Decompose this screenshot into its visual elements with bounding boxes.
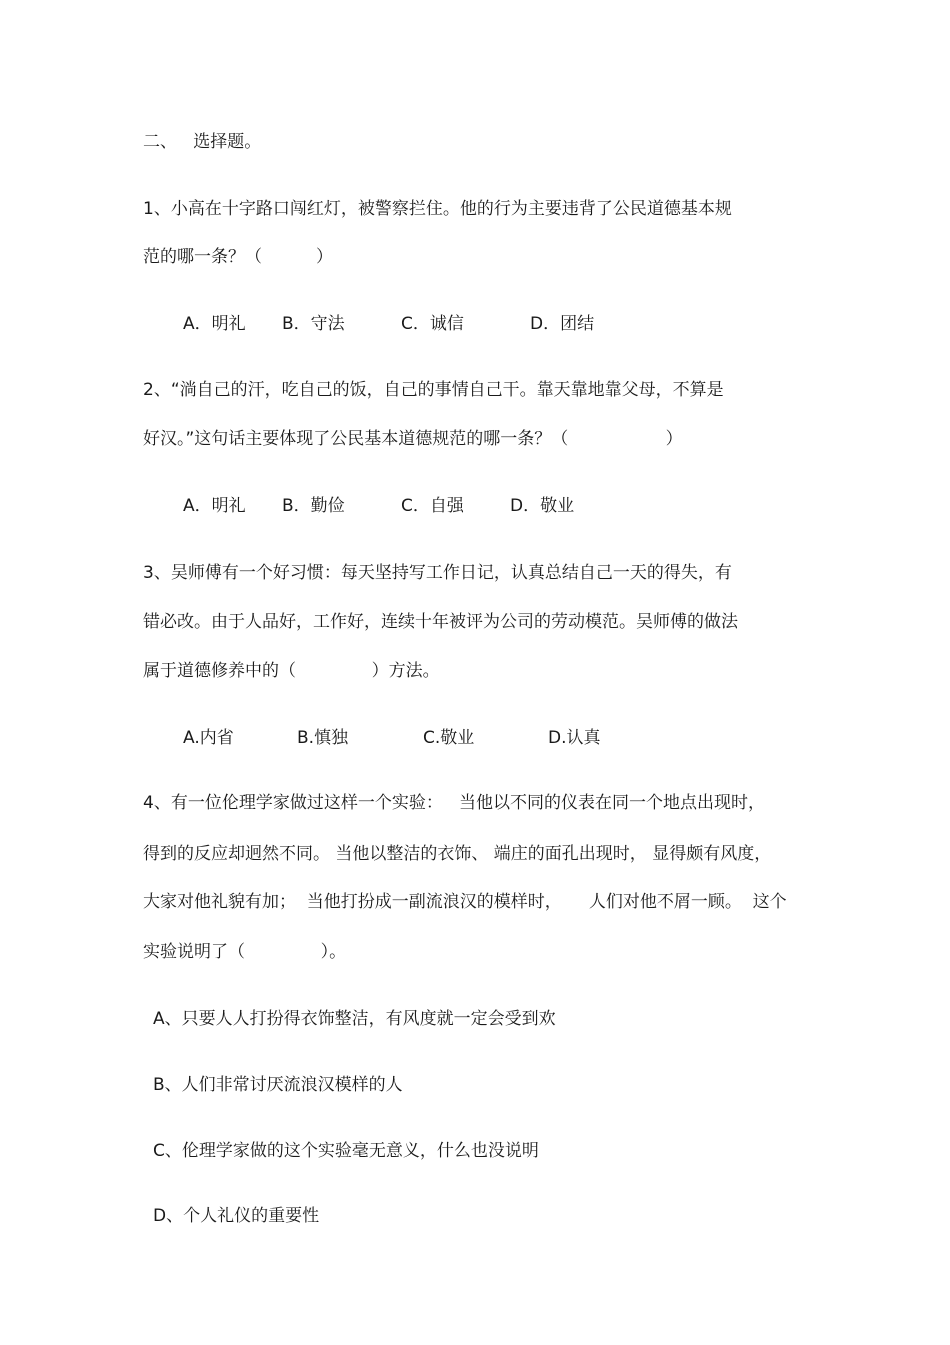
section-title: 二、 选择题。 — [143, 132, 262, 152]
question-1-option-c: C．诚信 — [401, 314, 464, 334]
question-1-option-b: B．守法 — [282, 314, 345, 334]
question-2-option-a: A．明礼 — [183, 496, 246, 516]
question-1-option-a: A．明礼 — [183, 314, 246, 334]
question-4-option-c: C、伦理学家做的这个实验毫无意义，什么也没说明 — [153, 1141, 539, 1161]
question-4-option-b: B、人们非常讨厌流浪汉模样的人 — [153, 1075, 403, 1095]
question-2-option-c: C．自强 — [401, 496, 464, 516]
question-2-option-d: D．敬业 — [510, 496, 575, 516]
question-1-line-1: 1、小高在十字路口闯红灯，被警察拦住。他的行为主要违背了公民道德基本规 — [143, 199, 732, 219]
question-4-line-3: 大家对他礼貌有加； 当他打扮成一副流浪汉的模样时， 人们对他不屑一顾。 这个 — [143, 892, 787, 912]
question-3-line-2: 错必改。由于人品好，工作好，连续十年被评为公司的劳动模范。吴师傅的做法 — [143, 612, 738, 632]
question-2-line-1: 2、“淌自己的汗，吃自己的饭，自己的事情自己干。靠天靠地靠父母，不算是 — [143, 380, 724, 400]
question-3-option-c: C.敬业 — [423, 728, 475, 748]
question-1-line-2: 范的哪一条？（ ） — [143, 247, 334, 267]
question-4-line-4: 实验说明了（ ）。 — [143, 942, 347, 962]
question-3-line-1: 3、吴师傅有一个好习惯：每天坚持写工作日记，认真总结自己一天的得失，有 — [143, 563, 732, 583]
question-4-line-2: 得到的反应却迥然不同。 当他以整洁的衣饰、 端庄的面孔出现时， 显得颇有风度， — [143, 844, 772, 864]
question-2-option-b: B．勤俭 — [282, 496, 345, 516]
question-4-option-a: A、只要人人打扮得衣饰整洁，有风度就一定会受到欢 — [153, 1009, 556, 1029]
question-3-option-b: B.慎独 — [297, 728, 349, 748]
question-3-option-a: A.内省 — [183, 728, 234, 748]
question-3-line-3: 属于道德修养中的（ ）方法。 — [143, 661, 440, 681]
question-3-option-d: D.认真 — [548, 728, 601, 748]
question-4-option-d: D、个人礼仪的重要性 — [153, 1206, 320, 1226]
question-4-line-1: 4、有一位伦理学家做过这样一个实验： 当他以不同的仪表在同一个地点出现时， — [143, 793, 766, 813]
question-2-line-2: 好汉。”这句话主要体现了公民基本道德规范的哪一条？（ ） — [143, 429, 683, 449]
question-1-option-d: D．团结 — [530, 314, 595, 334]
